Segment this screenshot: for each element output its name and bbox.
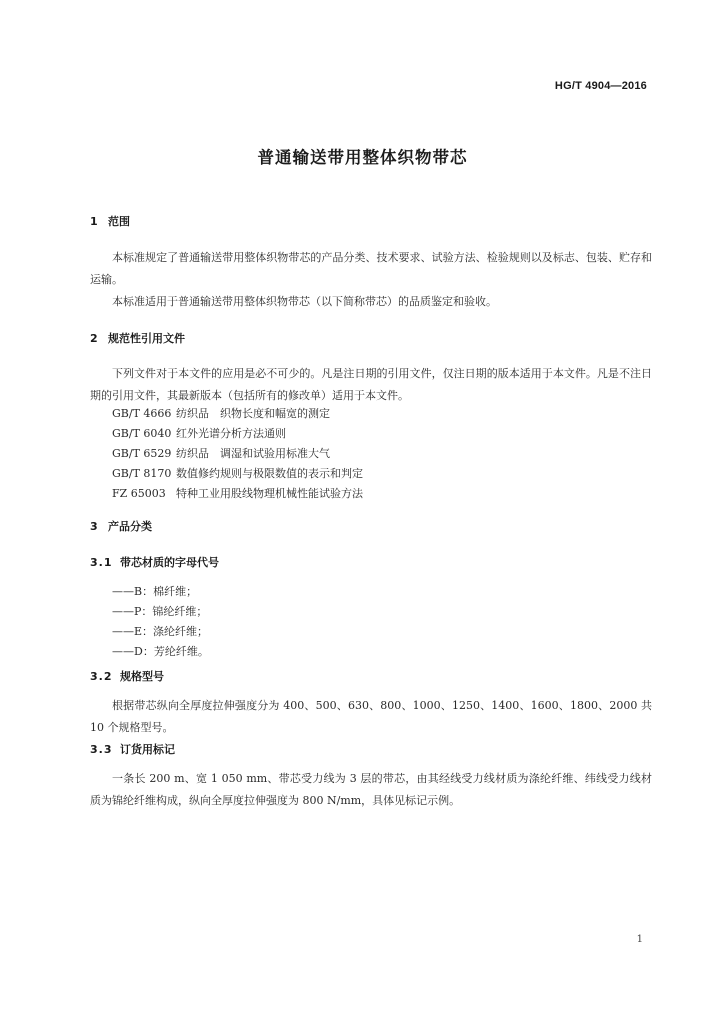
page-number: 1	[636, 934, 643, 945]
list-item: ——D：芳纶纤维。	[112, 645, 209, 658]
list-item: ——P：锦纶纤维；	[112, 605, 208, 618]
list-item: ——E：涤纶纤维；	[112, 625, 209, 638]
scope-paragraph-1: 本标准规定了普通输送带用整体织物带芯的产品分类、技术要求、试验方法、检验规则以及标志、包装、贮存和运输。	[90, 251, 652, 286]
section-2-body	[90, 363, 652, 407]
section-1-body	[90, 247, 652, 313]
subsection-3-2-body	[90, 695, 652, 739]
subsection-number: 3.3	[90, 742, 113, 756]
reference-name: 特种工业用股线物理机械性能试验方法	[176, 487, 363, 500]
reference-code: GB/T 6529	[112, 447, 172, 460]
subsection-3-3-body	[90, 768, 652, 812]
subsection-3-2-heading	[90, 668, 652, 684]
subsection-number: 3.2	[90, 669, 113, 683]
reference-name: 红外光谱分析方法通则	[176, 427, 286, 440]
section-2-heading	[90, 330, 652, 346]
material-code-list	[90, 582, 652, 662]
reference-list	[90, 404, 652, 504]
section-number: 3	[90, 519, 98, 533]
section-3-heading	[90, 518, 652, 534]
marking-paragraph: 一条长 200 m、宽 1 050 mm、带芯受力线为 3 层的带芯，由其经线受力线材质为涤纶纤维、纬线受力线材质为锦纶纤维构成，纵向全厚度拉伸强度为 800 N/mm，具体见标记示例。	[90, 772, 652, 807]
document-title: 普通输送带用整体织物带芯	[257, 148, 468, 167]
subsection-title: 规格型号	[120, 670, 164, 683]
standard-code: HG/T 4904—2016	[554, 80, 647, 92]
section-title: 范围	[108, 215, 130, 228]
reference-code: FZ 65003	[112, 487, 166, 500]
reference-item	[90, 484, 652, 504]
subsection-title: 带芯材质的字母代号	[120, 556, 219, 569]
reference-item	[90, 424, 652, 444]
reference-name: 纺织品 调湿和试验用标准大气	[176, 447, 330, 460]
section-number: 2	[90, 331, 98, 345]
references-intro: 下列文件对于本文件的应用是必不可少的。凡是注日期的引用文件，仅注日期的版本适用于本文件。凡是不注日期的引用文件，其最新版本（包括所有的修改单）适用于本文件。	[90, 367, 652, 402]
subsection-3-3-heading	[90, 741, 652, 757]
subsection-3-1-heading	[90, 554, 652, 570]
reference-code: GB/T 4666	[112, 407, 172, 420]
reference-name: 数值修约规则与极限数值的表示和判定	[176, 467, 363, 480]
section-title: 规范性引用文件	[108, 332, 185, 345]
scope-paragraph-2: 本标准适用于普通输送带用整体织物带芯（以下简称带芯）的品质鉴定和验收。	[112, 295, 497, 308]
reference-item	[90, 464, 652, 484]
reference-item	[90, 404, 652, 424]
reference-name: 纺织品 织物长度和幅宽的测定	[176, 407, 330, 420]
subsection-number: 3.1	[90, 555, 113, 569]
section-title: 产品分类	[108, 520, 152, 533]
section-number: 1	[90, 214, 98, 228]
spec-paragraph: 根据带芯纵向全厚度拉伸强度分为 400、500、630、800、1000、1250、1400、1600、1800、2000 共 10 个规格型号。	[90, 699, 652, 734]
subsection-title: 订货用标记	[120, 743, 175, 756]
list-item: ——B：棉纤维；	[112, 585, 198, 598]
reference-code: GB/T 8170	[112, 467, 172, 480]
reference-item	[90, 444, 652, 464]
reference-code: GB/T 6040	[112, 427, 172, 440]
section-1-heading	[90, 213, 652, 229]
